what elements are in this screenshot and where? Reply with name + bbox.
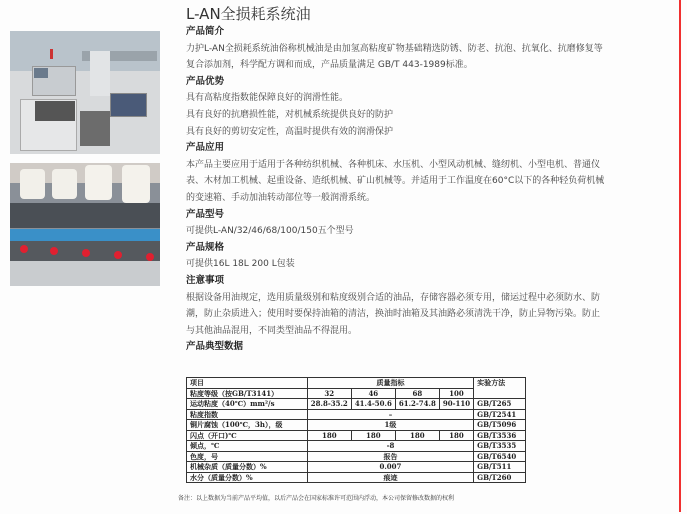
cnc-machine-image (10, 31, 160, 154)
footnote: 备注：以上数据为当前产品平均值，以后产品会在国家标准许可范围内浮动，本公司保留修改数据的权利 (178, 495, 455, 502)
row-label: 倾点，℃ (187, 441, 308, 452)
table-row (187, 441, 526, 452)
table-row (187, 462, 526, 473)
section-heading-application: 产品应用 (186, 142, 225, 154)
cell: 28.8-35.2 (307, 399, 351, 410)
row-label: 水分（质量分数）% (187, 472, 308, 483)
cell: – (307, 409, 473, 420)
header-item: 项目 (187, 378, 308, 389)
table-row (187, 399, 526, 410)
cell: 68 (395, 388, 439, 399)
row-label: 粘度等级（按GB/T3141） (187, 388, 308, 399)
table-row (187, 409, 526, 420)
row-method: GB/T3535 (474, 441, 526, 452)
table-row (187, 430, 526, 441)
cell: 32 (307, 388, 351, 399)
header-quality: 质量指标 (307, 378, 473, 389)
cell: 1级 (307, 420, 473, 431)
cell: 报告 (307, 451, 473, 462)
cell: 180 (351, 430, 395, 441)
section-heading-typical-data: 产品典型数据 (186, 341, 244, 353)
table-header-row (187, 378, 526, 389)
typical-data-table (186, 377, 526, 483)
cell: 41.4-50.6 (351, 399, 395, 410)
cell: 180 (395, 430, 439, 441)
cell: 61.2-74.8 (395, 399, 439, 410)
application-line: 本产品主要应用于适用于各种纺织机械、各种机床、水压机、小型风动机械、缝纫机、小型电机、普通仪 (186, 159, 601, 170)
table-row (187, 420, 526, 431)
row-method: GB/T6540 (474, 451, 526, 462)
section-heading-advantages: 产品优势 (186, 75, 225, 87)
advantage-line: 具有良好的剪切安定性，高温时提供有效的润滑保护 (186, 126, 394, 137)
notes-line: 潮，防止杂质进入；使用时要保持油箱的清洁，换油时油箱及其油路必须清洗干净，防止异物污染。防止 (186, 309, 601, 320)
section-heading-specs: 产品规格 (186, 241, 225, 253)
cell: 100 (439, 388, 473, 399)
cell: -8 (307, 441, 473, 452)
application-line: 表、木材加工机械、起重设备、造纸机械、矿山机械等。并适用于工作温度在60°C以下的各种轻负荷机械 (186, 176, 605, 187)
row-method: GB/T3536 (474, 430, 526, 441)
row-label: 铜片腐蚀（100℃，3h），级 (187, 420, 308, 431)
cell: 180 (307, 430, 351, 441)
notes-line: 与其他油品混用，不同类型油品不得混用。 (186, 325, 358, 336)
cell: 180 (439, 430, 473, 441)
header-method: 实验方法 (474, 378, 526, 399)
intro-line: 力护L-AN全损耗系统油俗称机械油是由加氢高粘度矿物基础精选防锈、防老、抗泡、抗氧化、抗磨修复等 (186, 43, 603, 54)
advantage-line: 具有高粘度指数能保障良好的润滑性能。 (186, 93, 349, 104)
row-label: 机械杂质（质量分数）% (187, 462, 308, 473)
advantage-line: 具有良好的抗磨损性能，对机械系统提供良好的防护 (186, 109, 394, 120)
application-line: 的变速箱、手动加油转动部位等一般润滑系统。 (186, 192, 376, 203)
table-row (187, 472, 526, 483)
row-label: 色度，号 (187, 451, 308, 462)
row-method: GB/T260 (474, 472, 526, 483)
models-line: 可提供L-AN/32/46/68/100/150五个型号 (186, 226, 354, 237)
specs-line: 可提供16L 18L 200 L包装 (186, 259, 295, 270)
page-title: L-AN全损耗系统油 (186, 5, 311, 23)
row-label: 运动粘度（40℃）mm²/s (187, 399, 308, 410)
vertical-divider (679, 0, 681, 512)
row-label: 粘度指数 (187, 409, 308, 420)
table-row (187, 451, 526, 462)
row-method: GB/T5096 (474, 420, 526, 431)
section-heading-intro: 产品简介 (186, 26, 225, 37)
section-heading-notes: 注意事项 (186, 274, 225, 286)
row-method: GB/T2541 (474, 409, 526, 420)
row-method: GB/T511 (474, 462, 526, 473)
notes-line: 根据设备用油规定，选用质量级别和粘度级别合适的油品，存储容器必须专用，储运过程中必须防水、防 (186, 292, 601, 303)
cell: 90-110 (439, 399, 473, 410)
row-label: 闪点（开口)℃ (187, 430, 308, 441)
row-method: GB/T265 (474, 399, 526, 410)
intro-line: 复合添加剂，科学配方调和而成，产品质量满足 GB/T 443-1989标准。 (186, 60, 473, 71)
cell: 46 (351, 388, 395, 399)
section-heading-models: 产品型号 (186, 208, 225, 220)
product-description (186, 4, 666, 356)
textile-machine-image (10, 163, 160, 286)
cell: 0.007 (307, 462, 473, 473)
cell: 痕迹 (307, 472, 473, 483)
